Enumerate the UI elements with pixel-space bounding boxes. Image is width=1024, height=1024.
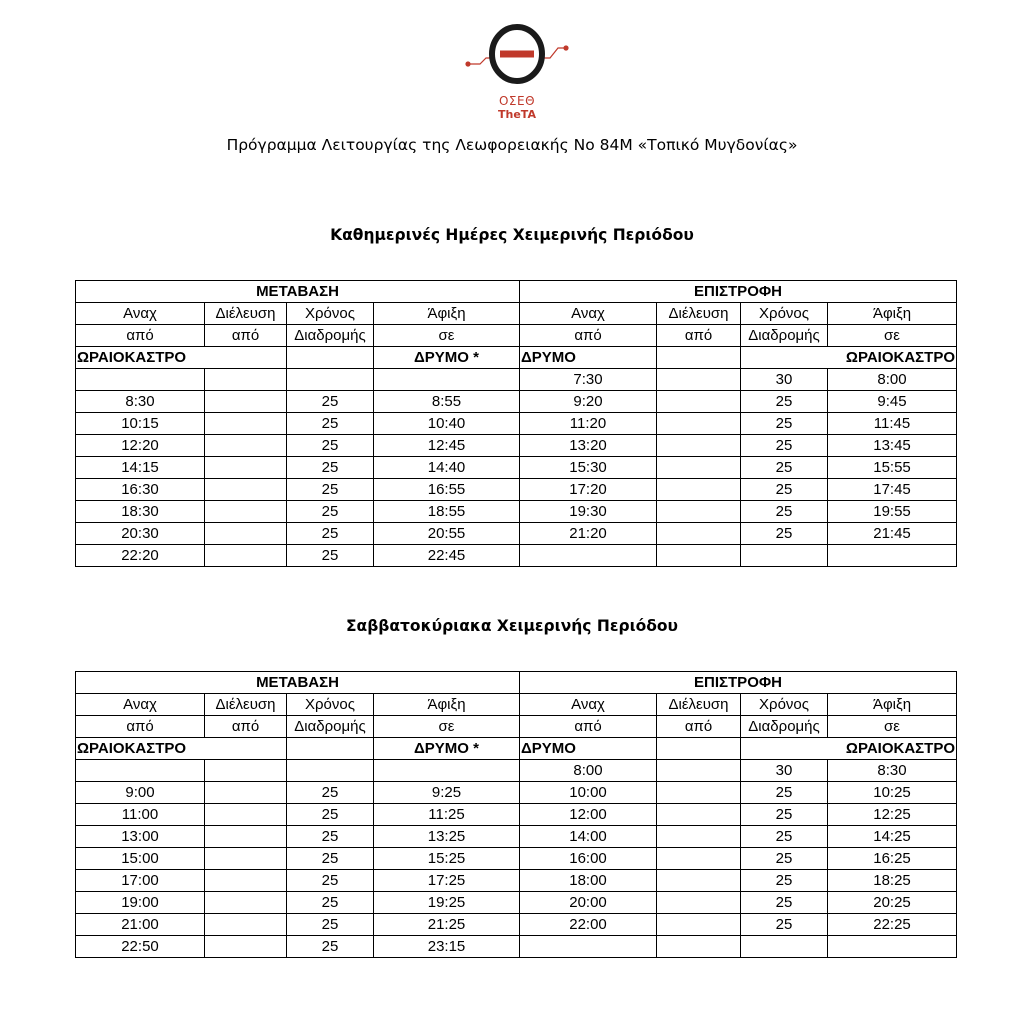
table-cell: 11:00	[76, 804, 205, 826]
table-cell: 19:55	[828, 501, 957, 523]
document-title: Πρόγραμμα Λειτουργίας της Λεωφορειακής Νο 84Μ «Τοπικό Μυγδονίας»	[226, 136, 798, 154]
table-cell	[657, 826, 741, 848]
table-cell: 18:25	[828, 870, 957, 892]
table-cell: 10:40	[374, 413, 520, 435]
table-cell	[76, 760, 205, 782]
table-cell	[657, 760, 741, 782]
table-cell: 14:40	[374, 457, 520, 479]
table-cell: 25	[741, 870, 828, 892]
table-cell: 8:55	[374, 391, 520, 413]
table-cell: 10:25	[828, 782, 957, 804]
table-cell: 18:55	[374, 501, 520, 523]
column-header-row	[76, 716, 957, 738]
table-cell	[205, 914, 287, 936]
table-cell: 13:00	[76, 826, 205, 848]
table-row	[76, 760, 957, 782]
column-header: Χρόνος	[287, 303, 374, 325]
table-cell	[741, 936, 828, 958]
table-row	[76, 457, 957, 479]
table-row	[76, 413, 957, 435]
table-cell	[520, 545, 657, 567]
column-header: από	[205, 716, 287, 738]
return-header: ΕΠΙΣΤΡΟΦΗ	[520, 672, 957, 694]
table-cell	[205, 870, 287, 892]
table-cell: 30	[741, 760, 828, 782]
table-cell	[828, 936, 957, 958]
column-header: Διέλευση	[657, 694, 741, 716]
table-cell: 20:30	[76, 523, 205, 545]
table-cell	[741, 545, 828, 567]
table-cell: 16:00	[520, 848, 657, 870]
table-cell	[520, 936, 657, 958]
table-row	[76, 826, 957, 848]
table-cell	[205, 523, 287, 545]
column-header: Αναχ	[76, 694, 205, 716]
table-cell: 20:25	[828, 892, 957, 914]
stops-row	[76, 738, 957, 760]
table-cell: 12:20	[76, 435, 205, 457]
column-header: από	[657, 716, 741, 738]
column-header: Διέλευση	[205, 303, 287, 325]
table-cell: 25	[741, 826, 828, 848]
table-cell: 13:45	[828, 435, 957, 457]
table-cell: 25	[287, 457, 374, 479]
section-title-weekends: Σαββατοκύριακα Χειμερινής Περιόδου	[345, 617, 679, 635]
outbound-header: ΜΕΤΑΒΑΣΗ	[76, 672, 520, 694]
table-cell	[828, 545, 957, 567]
table-cell	[205, 826, 287, 848]
column-header: από	[76, 716, 205, 738]
table-cell: 14:00	[520, 826, 657, 848]
table-cell	[374, 760, 520, 782]
table-cell: 9:00	[76, 782, 205, 804]
table-cell	[657, 391, 741, 413]
table-cell	[657, 523, 741, 545]
table-cell	[657, 501, 741, 523]
table-cell: 9:25	[374, 782, 520, 804]
table-cell: 22:20	[76, 545, 205, 567]
table-cell: 23:15	[374, 936, 520, 958]
table-row	[76, 914, 957, 936]
outbound-from-stop: ΩΡΑΙΟΚΑΣΤΡΟ	[76, 347, 287, 369]
column-header: Διαδρομής	[287, 325, 374, 347]
table-cell	[657, 936, 741, 958]
column-header: Άφιξη	[828, 694, 957, 716]
table-cell: 16:55	[374, 479, 520, 501]
table-cell: 17:20	[520, 479, 657, 501]
table-cell: 12:25	[828, 804, 957, 826]
table-cell: 20:55	[374, 523, 520, 545]
table-cell: 25	[287, 413, 374, 435]
table-cell: 11:20	[520, 413, 657, 435]
section-title-weekdays: Καθημερινές Ημέρες Χειμερινής Περιόδου	[330, 226, 694, 244]
return-to-stop: ΩΡΑΙΟΚΑΣΤΡΟ	[741, 347, 957, 369]
table-cell: 12:45	[374, 435, 520, 457]
table-row	[76, 936, 957, 958]
table-cell: 21:45	[828, 523, 957, 545]
table-cell: 25	[287, 826, 374, 848]
table-row	[76, 501, 957, 523]
table-cell	[657, 435, 741, 457]
table-cell: 14:15	[76, 457, 205, 479]
table-cell: 25	[287, 936, 374, 958]
table-cell: 18:30	[76, 501, 205, 523]
column-header: σε	[828, 325, 957, 347]
column-header: Αναχ	[520, 694, 657, 716]
table-cell: 8:30	[76, 391, 205, 413]
table-cell: 15:30	[520, 457, 657, 479]
table-cell: 25	[741, 892, 828, 914]
column-header: Χρόνος	[287, 694, 374, 716]
table-cell: 22:25	[828, 914, 957, 936]
table-cell	[657, 914, 741, 936]
table-cell	[657, 804, 741, 826]
table-cell: 21:00	[76, 914, 205, 936]
table-cell: 15:25	[374, 848, 520, 870]
table-cell: 17:25	[374, 870, 520, 892]
table-cell: 25	[741, 413, 828, 435]
table-cell	[657, 347, 741, 369]
table-cell: 25	[741, 457, 828, 479]
table-cell: 13:25	[374, 826, 520, 848]
outbound-from-stop: ΩΡΑΙΟΚΑΣΤΡΟ	[76, 738, 287, 760]
table-cell: 25	[741, 782, 828, 804]
column-header: σε	[374, 325, 520, 347]
table-row	[76, 523, 957, 545]
schedule-table-weekdays	[75, 280, 957, 567]
column-header: από	[657, 325, 741, 347]
table-cell: 25	[287, 435, 374, 457]
direction-header-row	[76, 281, 957, 303]
table-cell: 8:30	[828, 760, 957, 782]
table-cell	[205, 457, 287, 479]
stops-row	[76, 347, 957, 369]
direction-header-row	[76, 672, 957, 694]
column-header: από	[76, 325, 205, 347]
table-cell: 25	[287, 391, 374, 413]
table-cell: 25	[741, 479, 828, 501]
table-cell	[205, 936, 287, 958]
table-row	[76, 435, 957, 457]
column-header: Διαδρομής	[741, 716, 828, 738]
return-from-stop: ΔΡΥΜΟ	[520, 738, 657, 760]
table-cell: 15:55	[828, 457, 957, 479]
column-header: Άφιξη	[374, 694, 520, 716]
column-header: Αναχ	[76, 303, 205, 325]
table-cell: 17:45	[828, 479, 957, 501]
table-cell	[205, 413, 287, 435]
table-cell: 7:30	[520, 369, 657, 391]
table-cell: 30	[741, 369, 828, 391]
column-header: Άφιξη	[374, 303, 520, 325]
table-cell: 25	[741, 391, 828, 413]
table-cell: 15:00	[76, 848, 205, 870]
table-cell: 25	[287, 804, 374, 826]
column-header: Διέλευση	[205, 694, 287, 716]
logo-subname: TheTA	[498, 108, 536, 121]
table-cell: 13:20	[520, 435, 657, 457]
table-cell: 25	[741, 914, 828, 936]
table-cell: 25	[287, 545, 374, 567]
table-cell	[657, 870, 741, 892]
table-row	[76, 848, 957, 870]
table-cell: 25	[287, 501, 374, 523]
table-cell: 25	[287, 523, 374, 545]
table-cell: 19:00	[76, 892, 205, 914]
table-cell	[657, 738, 741, 760]
table-row	[76, 892, 957, 914]
outbound-header: ΜΕΤΑΒΑΣΗ	[76, 281, 520, 303]
table-cell	[657, 782, 741, 804]
table-cell: 25	[287, 479, 374, 501]
table-cell: 17:00	[76, 870, 205, 892]
table-cell	[657, 457, 741, 479]
column-header: Αναχ	[520, 303, 657, 325]
table-cell: 25	[741, 804, 828, 826]
table-cell	[374, 369, 520, 391]
table-cell: 21:25	[374, 914, 520, 936]
table-cell: 10:15	[76, 413, 205, 435]
table-cell	[657, 479, 741, 501]
outbound-to-stop: ΔΡΥΜΟ *	[374, 738, 520, 760]
column-header: Διαδρομής	[287, 716, 374, 738]
table-cell: 11:45	[828, 413, 957, 435]
table-cell	[287, 369, 374, 391]
table-cell: 25	[287, 848, 374, 870]
column-header: σε	[374, 716, 520, 738]
table-cell	[76, 369, 205, 391]
table-cell: 25	[741, 523, 828, 545]
column-header: Άφιξη	[828, 303, 957, 325]
table-cell	[205, 545, 287, 567]
table-cell	[205, 782, 287, 804]
table-row	[76, 545, 957, 567]
table-row	[76, 369, 957, 391]
table-cell: 22:45	[374, 545, 520, 567]
table-cell: 25	[741, 848, 828, 870]
table-cell: 11:25	[374, 804, 520, 826]
table-cell: 12:00	[520, 804, 657, 826]
table-cell	[205, 435, 287, 457]
column-header-row	[76, 694, 957, 716]
table-cell	[205, 848, 287, 870]
table-cell	[657, 892, 741, 914]
table-cell	[287, 760, 374, 782]
logo-name: ΟΣΕΘ	[498, 94, 536, 108]
column-header-row	[76, 303, 957, 325]
table-cell: 9:20	[520, 391, 657, 413]
table-cell: 25	[287, 914, 374, 936]
column-header: Διαδρομής	[741, 325, 828, 347]
table-cell: 22:00	[520, 914, 657, 936]
table-cell: 10:00	[520, 782, 657, 804]
table-cell	[657, 848, 741, 870]
table-cell: 25	[741, 501, 828, 523]
table-cell	[657, 413, 741, 435]
return-header: ΕΠΙΣΤΡΟΦΗ	[520, 281, 957, 303]
table-cell: 25	[741, 435, 828, 457]
column-header: από	[205, 325, 287, 347]
table-cell: 25	[287, 892, 374, 914]
table-cell: 8:00	[828, 369, 957, 391]
table-cell: 25	[287, 782, 374, 804]
table-cell	[287, 738, 374, 760]
column-header: από	[520, 325, 657, 347]
column-header: σε	[828, 716, 957, 738]
table-cell: 14:25	[828, 826, 957, 848]
table-cell: 19:25	[374, 892, 520, 914]
table-cell	[205, 369, 287, 391]
column-header-row	[76, 325, 957, 347]
table-cell: 20:00	[520, 892, 657, 914]
table-cell	[205, 391, 287, 413]
column-header: από	[520, 716, 657, 738]
column-header: Διέλευση	[657, 303, 741, 325]
table-cell: 18:00	[520, 870, 657, 892]
table-cell	[657, 369, 741, 391]
oseth-logo	[462, 18, 572, 122]
table-cell	[205, 479, 287, 501]
table-row	[76, 804, 957, 826]
return-from-stop: ΔΡΥΜΟ	[520, 347, 657, 369]
column-header: Χρόνος	[741, 303, 828, 325]
table-cell: 19:30	[520, 501, 657, 523]
table-cell: 8:00	[520, 760, 657, 782]
table-row	[76, 782, 957, 804]
table-cell	[205, 501, 287, 523]
table-cell: 22:50	[76, 936, 205, 958]
table-row	[76, 391, 957, 413]
table-cell: 21:20	[520, 523, 657, 545]
table-row	[76, 479, 957, 501]
table-cell	[657, 545, 741, 567]
table-cell	[287, 347, 374, 369]
table-cell	[205, 804, 287, 826]
table-cell: 16:30	[76, 479, 205, 501]
schedule-table-weekends	[75, 671, 957, 958]
table-cell: 16:25	[828, 848, 957, 870]
return-to-stop: ΩΡΑΙΟΚΑΣΤΡΟ	[741, 738, 957, 760]
table-cell: 25	[287, 870, 374, 892]
table-cell	[205, 892, 287, 914]
outbound-to-stop: ΔΡΥΜΟ *	[374, 347, 520, 369]
table-row	[76, 870, 957, 892]
table-cell	[205, 760, 287, 782]
column-header: Χρόνος	[741, 694, 828, 716]
table-cell: 9:45	[828, 391, 957, 413]
